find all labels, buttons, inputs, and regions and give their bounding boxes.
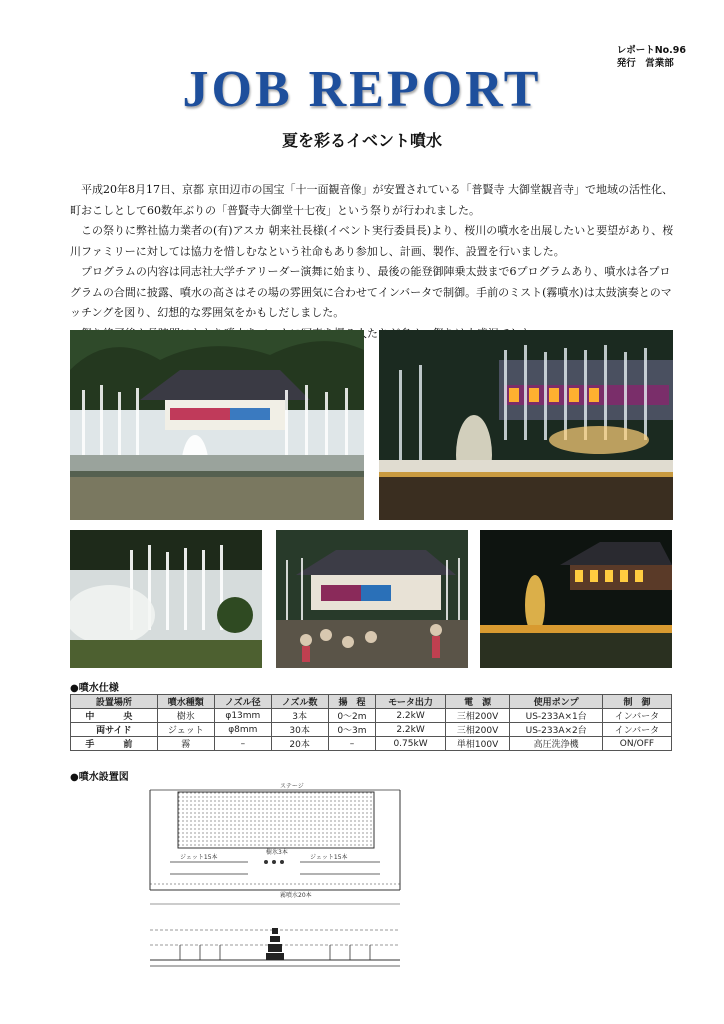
table-cell: 三相200V [445,723,510,737]
diagram-section-label: ●噴水設置図 [70,772,129,783]
photo-daytime-fountain [70,330,364,520]
spec-table [70,694,672,751]
table-cell: ON/OFF [602,737,671,751]
table-cell: 0〜3m [328,723,376,737]
photo-evening-stage [379,330,673,520]
table-cell: 高圧洗浄機 [510,737,602,751]
table-cell: 手 前 [71,737,158,751]
table-cell: 三相200V [445,709,510,723]
column-header: ノズル数 [271,695,328,709]
table-cell: US-233A×2台 [510,723,602,737]
table-cell: – [328,737,376,751]
spec-section-label: ●噴水仕様 [70,683,119,694]
table-cell: US-233A×1台 [510,709,602,723]
table-cell: 霧 [157,737,214,751]
paragraph: 平成20年8月17日、京都 京田辺市の国宝「十一面観音像」が安置されている「普賢寺 大御堂観音寺」で地域の活性化、町おこしとして60数年ぶりの「普賢寺大御堂十七夜」という祭りが行われました。 [70,183,673,217]
column-header: 電 源 [445,695,510,709]
page-subtitle: 夏を彩るイベント噴水 [281,131,442,150]
table-cell: 3本 [271,709,328,723]
photo-night-fountain [480,530,672,668]
page-title: JOB REPORT [182,61,542,118]
article-body [70,180,676,344]
table-cell: 30本 [271,723,328,737]
diagram-bottom-label: 霧噴水20本 [280,892,312,899]
column-header: 使用ポンプ [510,695,602,709]
table-cell: – [214,737,271,751]
table-cell: 0.75kW [376,737,445,751]
table-header-row [71,695,672,709]
table-cell: 2.2kW [376,709,445,723]
table-cell: 単相100V [445,737,510,751]
paragraph: プログラムの内容は同志社大学チアリーダー演舞に始まり、最後の能登御陣乗太鼓まで6プログラムあり、噴水は各プログラムの合間に披露、噴水の高さはその場の雰囲気に合わせてインバータで制御。手前のミスト(霧噴水)は太鼓演奏とのマッチングを図り、幻想的な雰囲気をかもしだしました。 [70,265,672,319]
column-header: 制 御 [602,695,671,709]
table-row [71,709,672,723]
installation-diagram [130,780,440,1010]
diagram-left-label: ジェット15本 [180,854,218,861]
paragraph: この祭りに弊社協力業者の(有)アスカ 朝来社長様(イベント実行委員長)より、桜川の噴水を出展したいと要望があり、桜川ファミリーに対しては協力を惜しむなという社命もあり参加し、計画、製作、設置を行いました。 [70,224,674,258]
column-header: 揚 程 [328,695,376,709]
photo-crowd-temple [276,530,468,668]
table-cell: ジェット [157,723,214,737]
table-cell: 20本 [271,737,328,751]
table-cell: インバータ [602,723,671,737]
table-row [71,723,672,737]
table-cell: 樹氷 [157,709,214,723]
table-row [71,737,672,751]
report-number: レポートNo.96 [616,45,686,56]
column-header: 噴水種類 [157,695,214,709]
table-cell: 2.2kW [376,723,445,737]
column-header: 設置場所 [71,695,158,709]
table-cell: φ13mm [214,709,271,723]
table-cell: φ8mm [214,723,271,737]
diagram-center-label: 樹氷3本 [266,849,288,856]
diagram-stage-label: ステージ [280,783,304,790]
table-cell: 両サイド [71,723,158,737]
issuer: 発行 営業部 [616,58,674,69]
table-cell: 0〜2m [328,709,376,723]
table-cell: インバータ [602,709,671,723]
column-header: モータ出力 [376,695,445,709]
column-header: ノズル径 [214,695,271,709]
table-cell: 中 央 [71,709,158,723]
photo-mist-fountain [70,530,262,668]
diagram-right-label: ジェット15本 [310,854,348,861]
